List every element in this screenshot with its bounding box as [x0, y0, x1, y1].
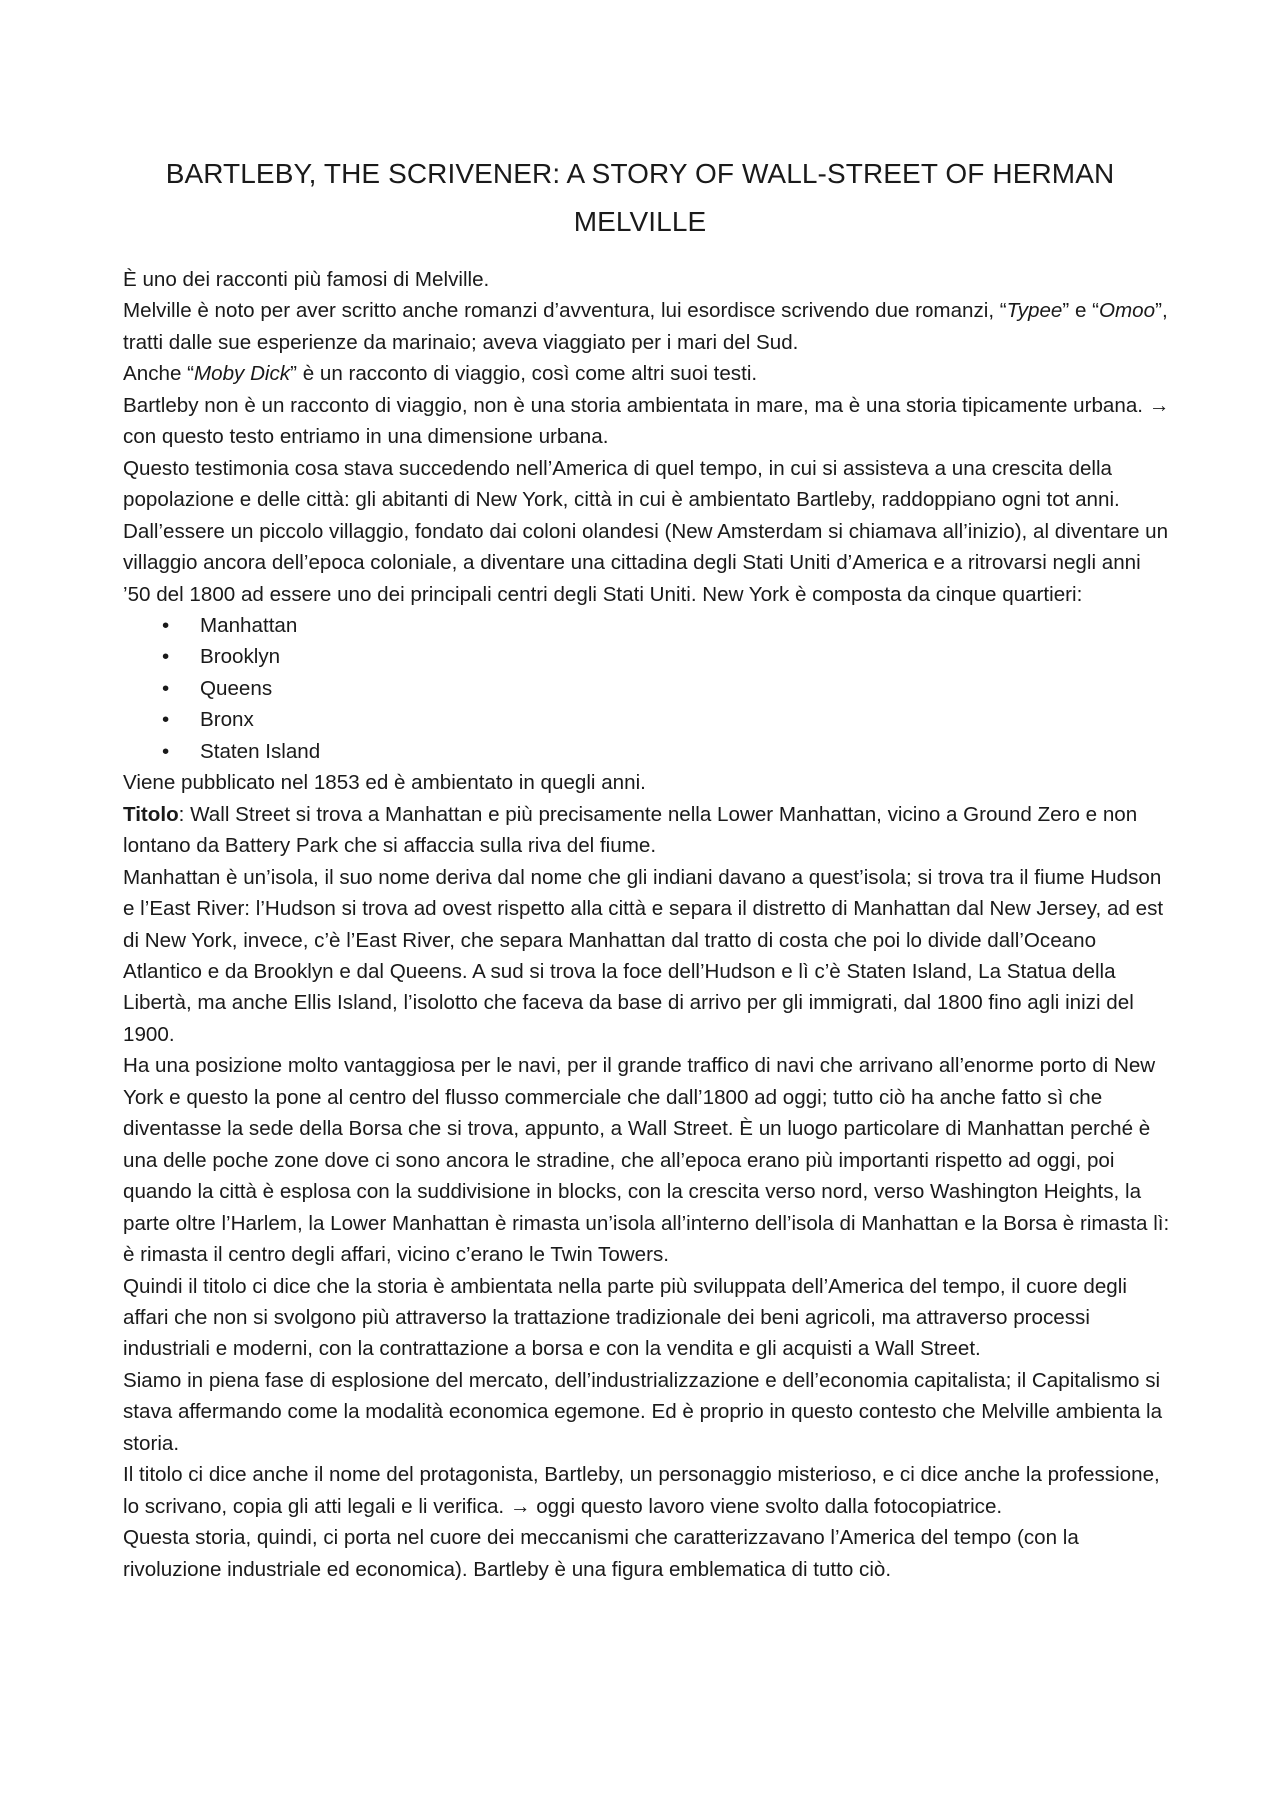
paragraph-moby-dick — [123, 358, 1173, 389]
paragraph-manhattan: Manhattan è un’isola, il suo nome deriva dal nome che gli indiani davano a quest’isola; si trova tra il fiume Hudson e l’East River: l’Hudson si trova ad ovest rispetto alla città e separa il distretto di Manhattan dal New Jersey, ad est di New York, invece, c’è l’East River, che separa Manhattan dal tratto di costa che poi lo divide dall’Oceano Atlantico e da Brooklyn e dal Queens. A sud si trova la foce dell’Hudson e lì c’è Staten Island, La Statua della Libertà, ma anche Ellis Island, l’isolotto che faceva da base di arrivo per gli immigrati, dal 1800 fino agli inizi del 1900. — [123, 865, 1164, 1046]
bullet-icon: • — [162, 676, 170, 700]
paragraph-intro: È uno dei racconti più famosi di Melville. — [123, 268, 490, 291]
paragraph-siamo: Siamo in piena fase di esplosione del mercato, dell’industrializzazione e dell’economia capitalista; il Capitalismo si stava affermando come la modalità economica egemone. Ed è proprio in questo contesto che Melville ambienta la storia. — [123, 1368, 1163, 1455]
paragraph-pubblicato: Viene pubblicato nel 1853 ed è ambientato in quegli anni. — [123, 771, 646, 795]
paragraph-titolo-text: : Wall Street si trova a Manhattan e più precisamente nella Lower Manhattan, vicino a Ground Zero e non lontano da Battery Park che si affaccia sulla riva del fiume. — [123, 802, 1138, 858]
title-typee: Typee — [1006, 299, 1063, 323]
bullet-icon: • — [162, 708, 170, 732]
paragraph-moby-text-b: ” è un racconto di viaggio, così come altri suoi testi. — [290, 362, 758, 386]
paragraph-testimonia: Questo testimonia cosa stava succedendo nell’America di quel tempo, in cui si assisteva a una crescita della popolazione e delle città: gli abitanti di New York, città in cui è ambientato Bartleby, raddoppiano ogni tot anni. Dall’essere un piccolo villaggio, fondato dai coloni olandesi (New Amsterdam si chiamava all’inizio), al diventare un villaggio ancora dell’epoca coloniale, a diventare una cittadina degli Stati Uniti d’America e a ritrovarsi negli anni ’50 del 1800 ad essere uno dei principali centri degli Stati Uniti. New York è composta da cinque quartieri: — [123, 456, 1169, 606]
document-body — [123, 264, 1173, 1585]
paragraph-nome: Il titolo ci dice anche il nome del protagonista, Bartleby, un personaggio misterioso, e ci dice anche la professione, lo scrivano, copia gli atti legali e li verifica. → oggi questo lavoro viene svolto dalla fotocopiatrice. — [123, 1463, 1160, 1518]
list-item — [123, 704, 1173, 735]
paragraph-urban: Bartleby non è un racconto di viaggio, non è una storia ambientata in mare, ma è una storia tipicamente urbana. → con questo testo entriamo in una dimensione urbana. — [123, 393, 1170, 449]
paragraph-melville-text-a: Melville è noto per aver scritto anche romanzi d’avventura, lui esordisce scrivendo due romanzi, “ — [123, 299, 1007, 323]
boroughs-list — [123, 610, 1173, 767]
paragraph-posizione: Ha una posizione molto vantaggiosa per le navi, per il grande traffico di navi che arrivano all’enorme porto di New York e questo la pone al centro del flusso commerciale che dall’1800 ad oggi; tutto ciò ha anche fatto sì che diventasse la sede della Borsa che si trova, appunto, a Wall Street. È un luogo particolare di Manhattan perché è una delle poche zone dove ci sono ancora le stradine, che all’epoca erano più importanti rispetto ad oggi, poi quando la città è esplosa con la suddivisione in blocks, con la crescita verso nord, verso Washington Heights, la parte oltre l’Harlem, la Lower Manhattan è rimasta un’isola all’interno dell’isola di Manhattan e la Borsa è rimasta lì: è rimasta il centro degli affari, vicino c’erano le Twin Towers. — [123, 1054, 1170, 1267]
paragraph-melville-text-c: ”, tratti dalle sue esperienze da marinaio; aveva viaggiato per i mari del Sud. — [123, 299, 1168, 354]
list-item — [123, 673, 1173, 704]
list-item-label: Manhattan — [200, 613, 298, 637]
bullet-icon: • — [162, 645, 170, 669]
list-item-label: Brooklyn — [200, 645, 281, 669]
title-moby-dick: Moby Dick — [193, 362, 291, 386]
list-item-label: Queens — [200, 676, 273, 700]
list-item-label: Staten Island — [200, 739, 321, 763]
document-title: BARTLEBY, THE SCRIVENER: A STORY OF WALL-STREET OF HERMAN MELVILLE — [165, 158, 1115, 237]
list-item-label: Bronx — [200, 708, 254, 732]
paragraph-moby-text-a: Anche “ — [123, 362, 194, 386]
paragraph-melville-novels — [123, 295, 1173, 358]
list-item — [123, 736, 1173, 767]
bullet-icon: • — [162, 613, 170, 637]
paragraph-titolo — [123, 799, 1173, 862]
paragraph-quindi: Quindi il titolo ci dice che la storia è ambientata nella parte più sviluppata dell’America del tempo, il cuore degli affari che non si svolgono più attraverso la trattazione tradizionale dei beni agricoli, ma attraverso processi industriali e moderni, con la contrattazione a borsa e con la vendita e gli acquisti a Wall Street. — [123, 1274, 1127, 1361]
bullet-icon: • — [162, 739, 170, 763]
titolo-label: Titolo — [123, 802, 179, 826]
list-item — [123, 610, 1173, 641]
paragraph-questa: Questa storia, quindi, ci porta nel cuore dei meccanismi che caratterizzavano l’America del tempo (con la rivoluzione industriale ed economica). Bartleby è una figura emblematica di tutto ciò. — [123, 1526, 1079, 1581]
list-item — [123, 641, 1173, 672]
paragraph-melville-text-b: ” e “ — [1062, 299, 1099, 323]
title-omoo: Omoo — [1099, 299, 1156, 323]
